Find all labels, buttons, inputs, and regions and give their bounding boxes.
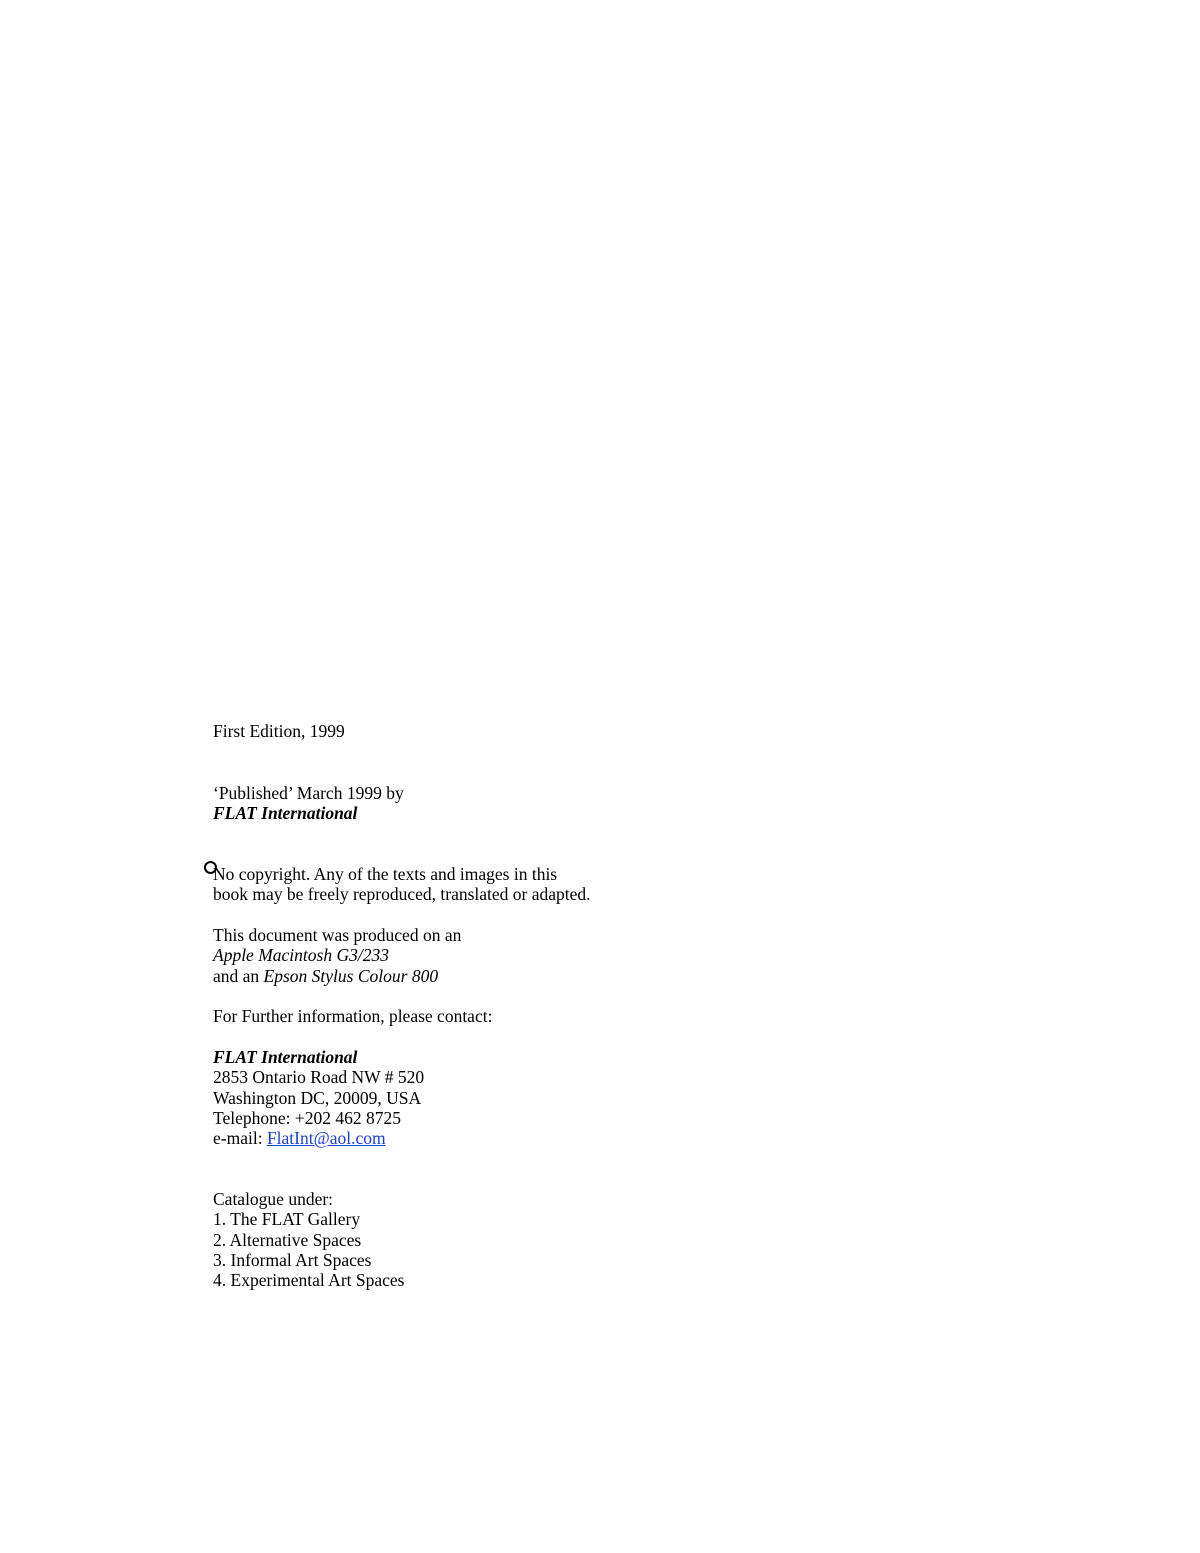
publisher-name: FLAT International xyxy=(213,803,358,824)
production-printer-line xyxy=(213,966,461,986)
copyright-line-1: No copyright. Any of the texts and images in this xyxy=(213,864,558,884)
copyright-line-2: book may be freely reproduced, translated or adapted. xyxy=(213,884,591,905)
email-link[interactable]: FlatInt@aol.com xyxy=(266,1128,386,1149)
catalogue-block xyxy=(213,1189,404,1290)
production-computer: Apple Macintosh G3/233 xyxy=(213,945,389,966)
edition-block xyxy=(213,721,345,741)
catalogue-item: 3. Informal Art Spaces xyxy=(213,1249,372,1270)
catalogue-item: 2. Alternative Spaces xyxy=(213,1229,362,1250)
contact-email-line xyxy=(213,1128,424,1148)
production-line: This document was produced on an xyxy=(213,925,462,945)
production-block xyxy=(213,925,461,986)
contact-intro-block xyxy=(213,1006,492,1026)
contact-address-1: 2853 Ontario Road NW # 520 xyxy=(213,1067,425,1088)
contact-telephone: Telephone: +202 462 8725 xyxy=(213,1107,401,1128)
contact-block xyxy=(213,1047,424,1148)
production-prefix: and an xyxy=(213,965,264,986)
contact-intro: For Further information, please contact: xyxy=(213,1006,493,1026)
catalogue-item: 1. The FLAT Gallery xyxy=(213,1209,361,1230)
catalogue-heading: Catalogue under: xyxy=(213,1189,334,1209)
production-printer: Epson Stylus Colour 800 xyxy=(263,965,439,986)
edition-line: First Edition, 1999 xyxy=(213,721,345,741)
contact-name: FLAT International xyxy=(213,1047,358,1067)
copyright-block xyxy=(213,864,591,905)
publication-block xyxy=(213,783,404,824)
published-line: ‘Published’ March 1999 by xyxy=(213,783,404,803)
email-label: e-mail: xyxy=(213,1128,267,1149)
contact-address-2: Washington DC, 20009, USA xyxy=(213,1087,422,1108)
catalogue-item: 4. Experimental Art Spaces xyxy=(213,1270,405,1291)
